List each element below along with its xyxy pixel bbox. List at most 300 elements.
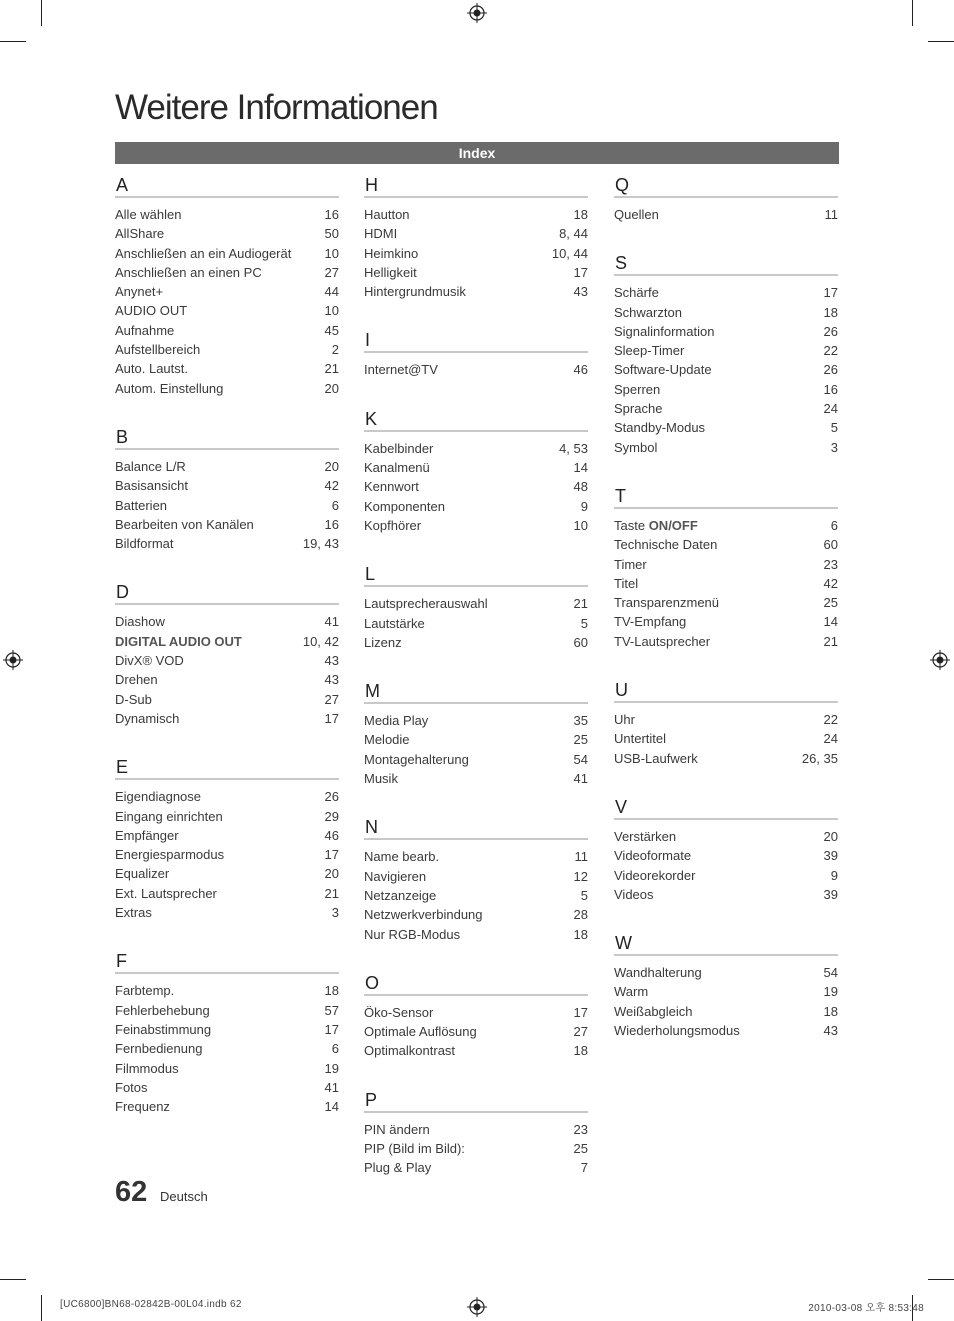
crop-mark: [41, 0, 42, 26]
index-entry: [614, 283, 838, 302]
section-gap: [614, 651, 838, 679]
entry-term-text: Anschließen an ein Audiogerät: [115, 245, 292, 261]
entry-term-text: Aufstellbereich: [115, 342, 201, 358]
entry-term-text: Dynamisch: [115, 710, 180, 726]
entry-pages: 26, 35: [801, 750, 838, 766]
entry-term-text: Musik: [364, 771, 398, 787]
entry-term-text: Öko-Sensor: [364, 1004, 434, 1020]
index-entry: [614, 399, 838, 418]
entry-pages: 54: [573, 751, 588, 767]
entry-pages: 7: [580, 1160, 588, 1176]
index-entry: [115, 670, 339, 689]
print-slug-date: 2010-03-08 오후 8:53:48: [808, 1303, 924, 1314]
entry-term: [614, 360, 712, 379]
index-entry: [115, 224, 339, 243]
index-entry: [115, 379, 339, 398]
index-entry: [364, 1003, 588, 1022]
entry-term: [614, 341, 684, 360]
entry-term-text: Standby-Modus: [614, 420, 706, 436]
entry-term-text: Filmmodus: [115, 1060, 179, 1076]
entry-term: [115, 205, 182, 224]
entry-term-text: Uhr: [614, 712, 635, 728]
entry-pages: 18: [573, 207, 588, 222]
index-entry: [614, 593, 838, 612]
index-entry: [364, 769, 588, 788]
section-gap: [364, 1061, 588, 1089]
crop-mark: [0, 1279, 26, 1280]
entry-pages: 4, 53: [559, 440, 588, 456]
entry-term-text: Plug & Play: [364, 1160, 432, 1176]
entry-pages: 27: [573, 1024, 588, 1040]
index-entry: [115, 282, 339, 301]
entry-pages: 22: [823, 343, 838, 359]
entry-pages: 19, 43: [302, 536, 339, 552]
entry-term-text: DIGITAL AUDIO OUT: [115, 633, 242, 649]
entry-term-text: AUDIO OUT: [115, 303, 188, 319]
entry-pages: 25: [823, 595, 838, 611]
entry-term-text: PIP (Bild im Bild):: [364, 1141, 465, 1157]
section-letter: K: [364, 408, 588, 432]
index-entry: [115, 1059, 339, 1078]
index-entry: [115, 807, 339, 826]
entry-term-text: Technische Daten: [614, 537, 718, 553]
index-entry: [364, 750, 588, 769]
index-entry: [115, 1078, 339, 1097]
index-entry: [364, 205, 588, 224]
index-section: [614, 252, 838, 457]
section-gap: [364, 944, 588, 972]
entry-pages: 20: [324, 866, 339, 882]
entry-term: [115, 476, 188, 495]
entry-pages: 16: [823, 381, 838, 397]
entry-term: [614, 866, 695, 885]
index-entry: [614, 729, 838, 748]
section-letter: U: [614, 679, 838, 703]
entry-pages: 43: [823, 1023, 838, 1039]
index-entry: [115, 244, 339, 263]
entry-pages: 14: [324, 1099, 339, 1115]
entry-pages: 10, 42: [302, 633, 339, 649]
entry-pages: 2: [331, 342, 339, 358]
section-gap: [364, 788, 588, 816]
entry-term-text: Sprache: [614, 401, 663, 417]
section-gap: [364, 380, 588, 408]
entry-term-text: TV-Lautsprecher: [614, 633, 711, 649]
entry-pages: 21: [823, 633, 838, 649]
index-section: [364, 1089, 588, 1178]
entry-term: [364, 360, 438, 379]
entry-term-text: Frequenz: [115, 1099, 170, 1115]
entry-term: [614, 1021, 740, 1040]
entry-term: [364, 224, 397, 243]
entry-term: [115, 1059, 179, 1078]
entry-term: [364, 867, 426, 886]
entry-term-text: Diashow: [115, 614, 165, 630]
index-entry: [115, 632, 339, 651]
entry-term-text: Extras: [115, 905, 152, 921]
section-gap: [614, 768, 838, 796]
index-entry: [614, 303, 838, 322]
entry-pages: 28: [573, 907, 588, 923]
entry-term-text: D-Sub: [115, 691, 152, 707]
index-entry: [364, 224, 588, 243]
section-gap: [364, 535, 588, 563]
index-entry: [115, 263, 339, 282]
entry-term: [364, 1041, 455, 1060]
entry-term-text: Montagehalterung: [364, 751, 469, 767]
entry-pages: 43: [573, 284, 588, 300]
entry-pages: 50: [324, 226, 339, 242]
registration-mark-icon: [3, 650, 23, 670]
entry-term: [115, 826, 179, 845]
entry-term: [115, 787, 201, 806]
index-entry: [614, 535, 838, 554]
index-entry: [115, 903, 339, 922]
entry-pages: 10: [573, 517, 588, 533]
entry-term-bold: ON/OFF: [648, 517, 698, 533]
entry-term: [364, 263, 417, 282]
entry-term-text: Wandhalterung: [614, 965, 702, 981]
entry-pages: 54: [823, 965, 838, 981]
entry-term: [364, 458, 430, 477]
entry-term: [614, 555, 647, 574]
index-entry: [614, 438, 838, 457]
entry-term-text: Symbol: [614, 439, 658, 455]
index-column-1: [115, 174, 339, 1116]
entry-term: [364, 730, 410, 749]
entry-term-text: Untertitel: [614, 731, 667, 747]
entry-pages: 23: [823, 556, 838, 572]
entry-term: [614, 438, 657, 457]
entry-term: [364, 594, 488, 613]
entry-term: [115, 340, 200, 359]
index-section: [364, 816, 588, 943]
entry-pages: 17: [573, 264, 588, 280]
index-section: [115, 581, 339, 728]
index-entry: [115, 321, 339, 340]
index-entry: [614, 574, 838, 593]
entry-term-text: Energiesparmodus: [115, 847, 225, 863]
entry-pages: 39: [823, 886, 838, 902]
section-letter: O: [364, 972, 588, 996]
index-entry: [115, 981, 339, 1000]
entry-term-text: Software-Update: [614, 362, 712, 378]
index-section: [614, 796, 838, 904]
entry-term: [115, 884, 217, 903]
index-entry: [364, 439, 588, 458]
entry-term: [115, 282, 163, 301]
entry-pages: 21: [573, 596, 588, 612]
crop-mark: [41, 1295, 42, 1321]
entry-pages: 44: [324, 284, 339, 300]
entry-term: [364, 769, 398, 788]
entry-pages: 17: [324, 847, 339, 863]
entry-pages: 46: [324, 827, 339, 843]
entry-pages: 6: [331, 497, 339, 513]
index-entry: [115, 205, 339, 224]
entry-term-text: Alle wählen: [115, 207, 182, 222]
entry-term: [115, 263, 262, 282]
section-letter: W: [614, 932, 838, 956]
entry-term: [115, 457, 186, 476]
entry-term-text: Navigieren: [364, 868, 427, 884]
entry-term: [115, 981, 174, 1000]
section-gap: [115, 398, 339, 426]
entry-term-text: Empfänger: [115, 827, 179, 843]
index-entry: [614, 710, 838, 729]
entry-term-text: Kabelbinder: [364, 440, 434, 456]
entry-pages: 14: [573, 460, 588, 476]
entry-pages: 20: [324, 380, 339, 396]
entry-term-text: Videorekorder: [614, 867, 696, 883]
entry-term-text: Wiederholungsmodus: [614, 1023, 740, 1039]
index-section: [364, 680, 588, 788]
entry-term: [614, 612, 686, 631]
entry-pages: 60: [573, 634, 588, 650]
index-entry: [364, 1158, 588, 1177]
entry-term-text: Melodie: [364, 732, 410, 748]
section-gap: [115, 728, 339, 756]
entry-term: [115, 632, 242, 651]
entry-pages: 5: [830, 420, 838, 436]
entry-term: [364, 633, 402, 652]
index-entry: [614, 205, 838, 224]
entry-term-text: USB-Laufwerk: [614, 750, 698, 766]
entry-term: [614, 535, 717, 554]
section-letter: I: [364, 329, 588, 353]
entry-pages: 23: [573, 1121, 588, 1137]
page-number: 62: [115, 1176, 148, 1208]
entry-pages: 5: [580, 887, 588, 903]
entry-term-text: Warm: [614, 984, 649, 1000]
entry-pages: 11: [574, 849, 588, 865]
entry-pages: 20: [324, 458, 339, 474]
entry-pages: 14: [823, 614, 838, 630]
entry-pages: 10, 44: [551, 245, 588, 261]
section-letter: B: [115, 426, 339, 450]
entry-pages: 26: [823, 362, 838, 378]
entry-term-text: Taste: [614, 517, 649, 533]
index-entry: [614, 963, 838, 982]
section-gap: [614, 904, 838, 932]
entry-term: [115, 845, 224, 864]
entry-term-text: Schärfe: [614, 285, 659, 301]
index-entry: [115, 340, 339, 359]
section-gap: [614, 457, 838, 485]
entry-term-text: Komponenten: [364, 498, 445, 514]
entry-pages: 19: [324, 1060, 339, 1076]
registration-mark-icon: [467, 3, 487, 23]
entry-term-text: Optimalkontrast: [364, 1043, 456, 1059]
index-entry: [115, 301, 339, 320]
entry-pages: 10: [324, 245, 339, 261]
entry-term: [364, 614, 425, 633]
entry-term: [364, 205, 410, 224]
entry-term-text: Media Play: [364, 713, 429, 729]
entry-pages: 35: [573, 713, 588, 729]
entry-pages: 12: [573, 868, 588, 884]
entry-term-text: Anynet+: [115, 284, 164, 300]
section-letter: L: [364, 563, 588, 587]
entry-pages: 27: [324, 691, 339, 707]
index-section: [115, 756, 339, 922]
index-entry: [614, 341, 838, 360]
entry-term: [364, 497, 445, 516]
entry-term-text: HDMI: [364, 226, 398, 242]
entry-term-text: Name bearb.: [364, 849, 440, 865]
entry-term-text: Titel: [614, 575, 639, 591]
entry-term: [364, 516, 421, 535]
entry-term: [364, 1120, 430, 1139]
entry-term-text: Fotos: [115, 1079, 148, 1095]
entry-term: [364, 847, 439, 866]
entry-term: [364, 1022, 477, 1041]
section-letter: E: [115, 756, 339, 780]
entry-term-text: Weißabgleich: [614, 1003, 693, 1019]
entry-term-text: Kennwort: [364, 479, 419, 495]
entry-term-text: Signalinformation: [614, 323, 715, 339]
section-letter: H: [364, 174, 588, 198]
entry-term: [115, 651, 184, 670]
index-entry: [364, 282, 588, 301]
footer-language: Deutsch: [160, 1189, 208, 1204]
entry-pages: 17: [324, 1021, 339, 1037]
entry-term: [614, 710, 635, 729]
entry-term: [364, 886, 436, 905]
entry-term-text: Anschließen an einen PC: [115, 264, 262, 280]
entry-term: [115, 864, 169, 883]
index-entry: [364, 360, 588, 379]
entry-term: [614, 593, 719, 612]
entry-term-text: Hautton: [364, 207, 410, 222]
entry-term: [364, 925, 460, 944]
entry-term: [115, 301, 187, 320]
index-entry: [614, 982, 838, 1001]
entry-term-text: Heimkino: [364, 245, 419, 261]
section-gap: [115, 922, 339, 950]
section-letter: F: [115, 950, 339, 974]
index-column-3: [614, 174, 838, 1040]
entry-term: [364, 905, 483, 924]
index-entry: [364, 1120, 588, 1139]
index-entry: [115, 864, 339, 883]
section-gap: [364, 301, 588, 329]
entry-pages: 9: [580, 498, 588, 514]
index-section: [364, 329, 588, 379]
entry-term: [614, 749, 698, 768]
entry-pages: 16: [324, 207, 339, 222]
index-entry: [364, 1139, 588, 1158]
section-letter: M: [364, 680, 588, 704]
entry-term: [364, 477, 419, 496]
entry-term-text: Videoformate: [614, 848, 692, 864]
entry-term-text: Fernbedienung: [115, 1041, 203, 1057]
index-entry: [115, 359, 339, 378]
index-entry: [364, 477, 588, 496]
section-gap: [364, 652, 588, 680]
index-entry: [115, 1001, 339, 1020]
section-gap: [115, 553, 339, 581]
entry-term: [115, 670, 158, 689]
entry-term: [115, 1001, 210, 1020]
entry-term: [614, 322, 714, 341]
entry-term: [115, 903, 152, 922]
entry-term-text: Nur RGB-Modus: [364, 926, 461, 942]
page-title: Weitere Informationen: [115, 88, 438, 127]
index-entry: [614, 612, 838, 631]
entry-pages: 57: [324, 1002, 339, 1018]
index-entry: [614, 516, 838, 535]
entry-pages: 9: [830, 867, 838, 883]
entry-pages: 17: [823, 285, 838, 301]
crop-mark: [928, 41, 954, 42]
index-entry: [364, 516, 588, 535]
index-entry: [364, 458, 588, 477]
entry-pages: 27: [324, 264, 339, 280]
index-entry: [364, 263, 588, 282]
entry-term-text: Sperren: [614, 381, 661, 397]
entry-term: [614, 846, 691, 865]
entry-pages: 3: [331, 905, 339, 921]
index-entry: [364, 847, 588, 866]
entry-pages: 43: [324, 672, 339, 688]
entry-pages: 42: [324, 478, 339, 494]
entry-term: [115, 1097, 170, 1116]
entry-term: [115, 496, 167, 515]
index-section: [614, 679, 838, 768]
index-entry: [115, 651, 339, 670]
index-entry: [364, 633, 588, 652]
index-entry: [614, 866, 838, 885]
entry-pages: 26: [324, 789, 339, 805]
entry-term-text: Bearbeiten von Kanälen: [115, 516, 254, 532]
entry-pages: 18: [823, 304, 838, 320]
entry-term-text: DivX® VOD: [115, 653, 184, 669]
registration-mark-icon: [930, 650, 950, 670]
index-section: [614, 174, 838, 224]
section-letter: N: [364, 816, 588, 840]
entry-pages: 41: [573, 771, 588, 787]
entry-term-text: Basisansicht: [115, 478, 188, 494]
index-entry: [364, 497, 588, 516]
entry-pages: 18: [324, 983, 339, 999]
entry-pages: 11: [824, 207, 838, 222]
section-letter: A: [115, 174, 339, 198]
entry-term-text: Kopfhörer: [364, 517, 422, 533]
entry-term: [115, 612, 165, 631]
section-gap: [614, 224, 838, 252]
entry-term: [115, 379, 223, 398]
entry-term: [614, 516, 698, 535]
entry-pages: 25: [573, 732, 588, 748]
entry-term: [115, 224, 164, 243]
index-section: [614, 932, 838, 1040]
entry-term-text: PIN ändern: [364, 1121, 430, 1137]
section-letter: P: [364, 1089, 588, 1113]
index-entry: [115, 476, 339, 495]
index-column-2: [364, 174, 588, 1178]
index-section: [115, 174, 339, 398]
index-entry: [364, 925, 588, 944]
index-entry: [115, 826, 339, 845]
entry-term-text: Lizenz: [364, 634, 402, 650]
index-entry: [614, 827, 838, 846]
entry-pages: 17: [573, 1004, 588, 1020]
index-entry: [115, 1039, 339, 1058]
index-entry: [115, 884, 339, 903]
entry-term-text: Schwarzton: [614, 304, 682, 320]
entry-term-text: Equalizer: [115, 866, 170, 882]
